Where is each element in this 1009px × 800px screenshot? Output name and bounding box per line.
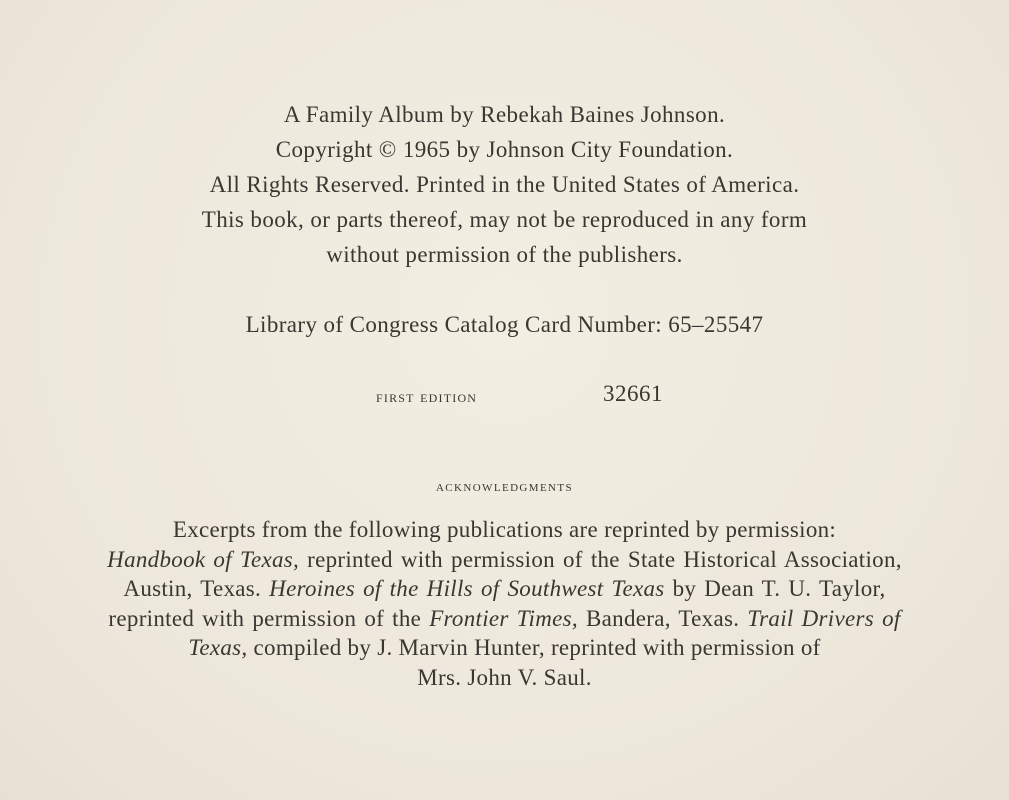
ack-text: reprinted with permission of the State Historical Association, (299, 546, 902, 572)
ack-title-heroines: Heroines of the Hills of Southwest Texas (269, 576, 665, 601)
ack-line-2 (0, 545, 1009, 575)
ack-title-trail-drivers-cont: Texas, (188, 635, 248, 660)
acknowledgments-body (0, 515, 1009, 692)
ack-line-3 (0, 574, 1009, 604)
ack-line-5 (0, 633, 1009, 663)
edition-number: 32661 (603, 381, 663, 406)
reproduction-line: This book, or parts thereof, may not be reproduced in any form (201, 207, 808, 232)
edition-label: first edition (376, 387, 478, 406)
rights-line: All Rights Reserved. Printed in the United States of America. (209, 172, 800, 197)
lccn-line: Library of Congress Catalog Card Number: 65–25547 (245, 312, 764, 337)
ack-title-frontier-times: Frontier Times, (429, 605, 578, 631)
ack-text: compiled by J. Marvin Hunter, reprinted with permission of (247, 635, 821, 660)
ack-intro-line: Excerpts from the following publications are reprinted by permission: (172, 517, 837, 542)
ack-text: Austin, Texas. (123, 576, 270, 601)
copyright-line: Copyright © 1965 by Johnson City Foundation. (275, 137, 734, 162)
acknowledgments-heading: acknowledgments (435, 478, 574, 495)
ack-title-handbook: Handbook of Texas, (107, 546, 300, 572)
copyright-notice (0, 97, 1009, 272)
ack-text: by Dean T. U. Taylor, (664, 576, 886, 601)
permission-line: without permission of the publishers. (326, 242, 683, 267)
ack-line-4 (0, 604, 1009, 634)
edition-row (0, 381, 1009, 413)
ack-line-6: Mrs. John V. Saul. (417, 664, 592, 690)
book-title-line: A Family Album by Rebekah Baines Johnson. (283, 102, 726, 127)
ack-text: reprinted with permission of the (108, 605, 430, 631)
ack-title-trail-drivers: Trail Drivers of (747, 605, 901, 631)
ack-text: Bandera, Texas. (577, 605, 748, 631)
